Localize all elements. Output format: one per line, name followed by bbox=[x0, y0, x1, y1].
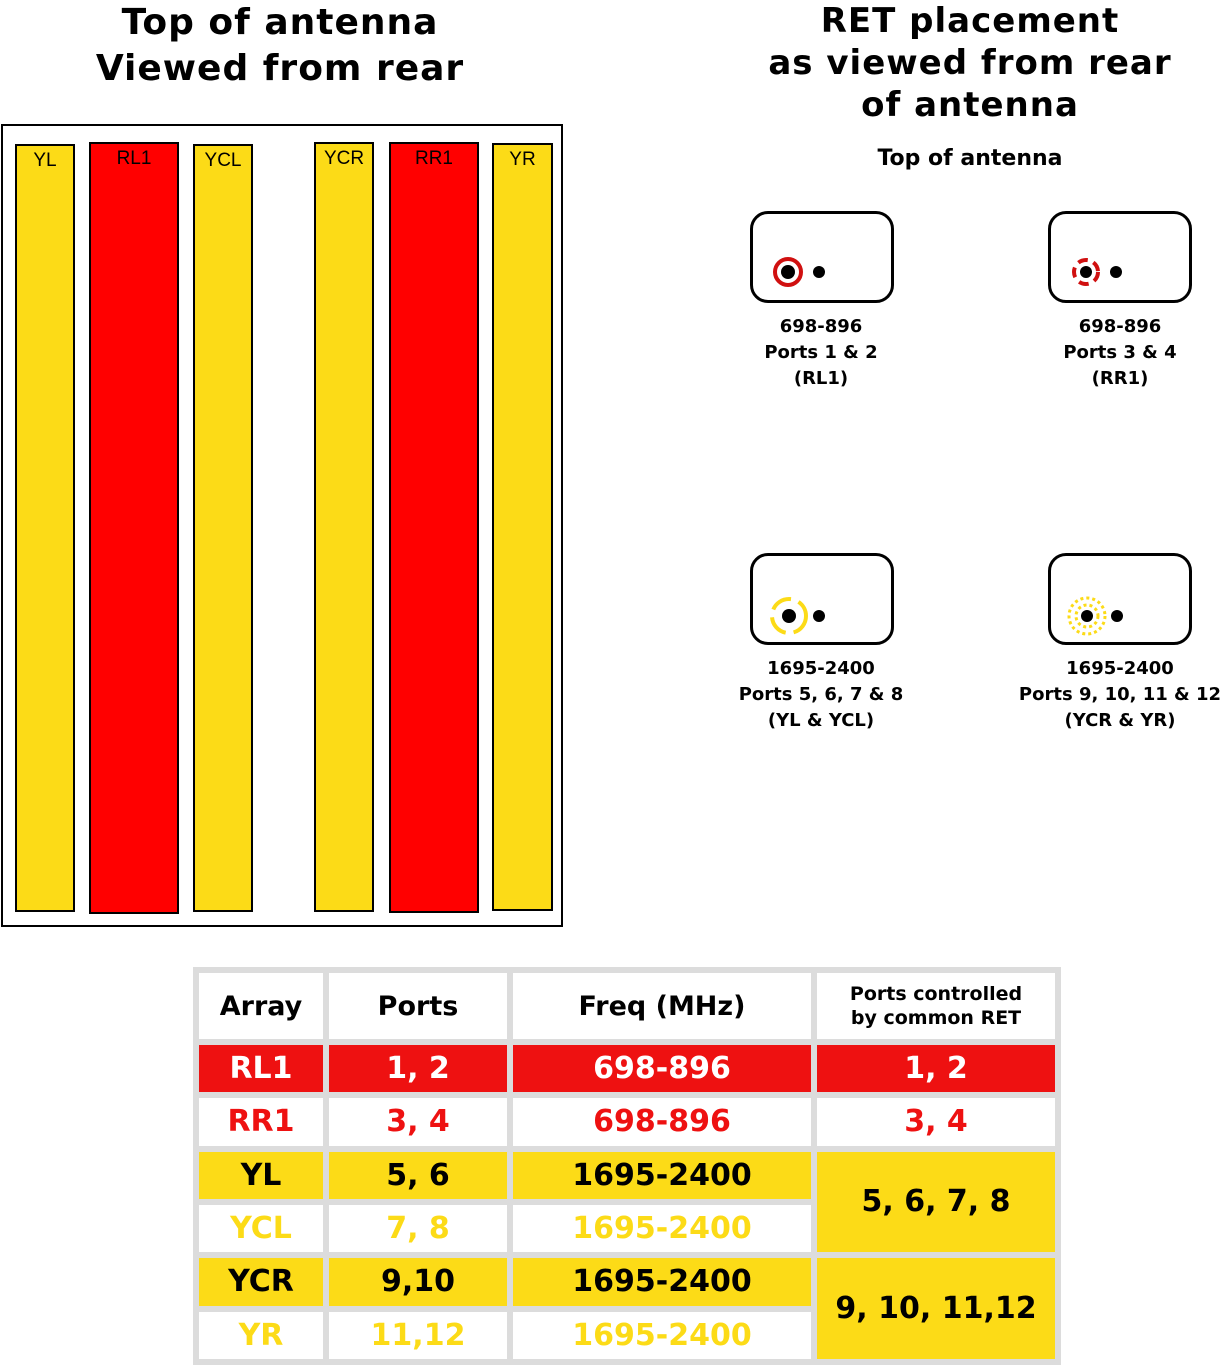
ret-arrays: (YCR & YR) bbox=[1064, 710, 1176, 731]
ret-ports: Ports 5, 6, 7 & 8 bbox=[738, 684, 904, 705]
right-title-line-1: RET placement bbox=[820, 1, 1120, 41]
cell-ports: 7, 8 bbox=[329, 1205, 507, 1252]
ret-ports: Ports 3 & 4 bbox=[1063, 342, 1177, 363]
ret-caption-rr1 bbox=[980, 314, 1231, 392]
array-bar-rr1: RR1 bbox=[389, 142, 479, 913]
ret-connector-icon-rl1 bbox=[753, 214, 897, 306]
ret-connector-icon-ycr-yr bbox=[1051, 556, 1195, 648]
ret-box-rl1 bbox=[750, 211, 894, 303]
cell-ret: 5, 6, 7, 8 bbox=[817, 1152, 1055, 1253]
table-row bbox=[199, 1045, 1055, 1092]
ret-freq: 1695-2400 bbox=[767, 658, 875, 679]
cell-ret: 1, 2 bbox=[817, 1045, 1055, 1092]
cell-ports: 9,10 bbox=[329, 1258, 507, 1305]
ret-box-yl-ycl bbox=[750, 553, 894, 645]
ret-arrays: (RL1) bbox=[793, 368, 849, 389]
array-bar-yr: YR bbox=[492, 143, 553, 911]
header-ports: Ports bbox=[329, 973, 507, 1039]
ret-ports: Ports 1 & 2 bbox=[764, 342, 878, 363]
cell-ports: 3, 4 bbox=[329, 1098, 507, 1145]
cell-array: YCR bbox=[199, 1258, 323, 1305]
header-ret-line-1: Ports controlled bbox=[849, 983, 1023, 1005]
left-title bbox=[40, 0, 520, 92]
right-title-line-3: of antenna bbox=[861, 85, 1079, 125]
array-bar-rl1: RL1 bbox=[89, 142, 179, 914]
cell-array: RR1 bbox=[199, 1098, 323, 1145]
cell-freq: 698-896 bbox=[513, 1098, 811, 1145]
cell-ports: 1, 2 bbox=[329, 1045, 507, 1092]
header-ret-line-2: by common RET bbox=[850, 1007, 1022, 1029]
top-of-antenna-label: Top of antenna bbox=[877, 146, 1063, 171]
ret-caption-yl-ycl bbox=[681, 656, 961, 734]
ports-table bbox=[193, 967, 1061, 1365]
ret-caption-ycr-yr bbox=[980, 656, 1231, 734]
right-title bbox=[730, 0, 1210, 126]
cell-freq: 1695-2400 bbox=[513, 1258, 811, 1305]
right-title-line-2: as viewed from rear bbox=[768, 43, 1172, 83]
cell-freq: 1695-2400 bbox=[513, 1152, 811, 1199]
left-title-line-1: Top of antenna bbox=[121, 2, 439, 43]
cell-ret: 9, 10, 11,12 bbox=[817, 1258, 1055, 1359]
ret-freq: 1695-2400 bbox=[1066, 658, 1174, 679]
cell-array: RL1 bbox=[199, 1045, 323, 1092]
header-freq: Freq (MHz) bbox=[513, 973, 811, 1039]
table-row bbox=[199, 1152, 1055, 1199]
table-row bbox=[199, 1098, 1055, 1145]
table-row bbox=[199, 1258, 1055, 1305]
ret-freq: 698-896 bbox=[779, 316, 863, 337]
ret-connector-icon-yl-ycl bbox=[753, 556, 897, 648]
ret-ports: Ports 9, 10, 11 & 12 bbox=[1018, 684, 1222, 705]
cell-array: YL bbox=[199, 1152, 323, 1199]
antenna-rear-view bbox=[1, 124, 563, 927]
array-bar-ycr: YCR bbox=[314, 142, 374, 912]
array-bar-yl: YL bbox=[15, 144, 75, 912]
ret-connector-icon-rr1 bbox=[1051, 214, 1195, 306]
header-ret bbox=[817, 973, 1055, 1039]
ret-caption-rl1 bbox=[681, 314, 961, 392]
ret-box-ycr-yr bbox=[1048, 553, 1192, 645]
ret-arrays: (YL & YCL) bbox=[767, 710, 875, 731]
cell-ports: 11,12 bbox=[329, 1312, 507, 1359]
array-bar-ycl: YCL bbox=[193, 144, 253, 912]
cell-freq: 1695-2400 bbox=[513, 1312, 811, 1359]
header-array: Array bbox=[199, 973, 323, 1039]
cell-ret: 3, 4 bbox=[817, 1098, 1055, 1145]
left-title-line-2: Viewed from rear bbox=[95, 48, 465, 89]
ret-arrays: (RR1) bbox=[1091, 368, 1149, 389]
ret-box-rr1 bbox=[1048, 211, 1192, 303]
cell-array: YR bbox=[199, 1312, 323, 1359]
table-header-row bbox=[199, 973, 1055, 1039]
cell-freq: 1695-2400 bbox=[513, 1205, 811, 1252]
cell-ports: 5, 6 bbox=[329, 1152, 507, 1199]
cell-array: YCL bbox=[199, 1205, 323, 1252]
cell-freq: 698-896 bbox=[513, 1045, 811, 1092]
ret-freq: 698-896 bbox=[1078, 316, 1162, 337]
